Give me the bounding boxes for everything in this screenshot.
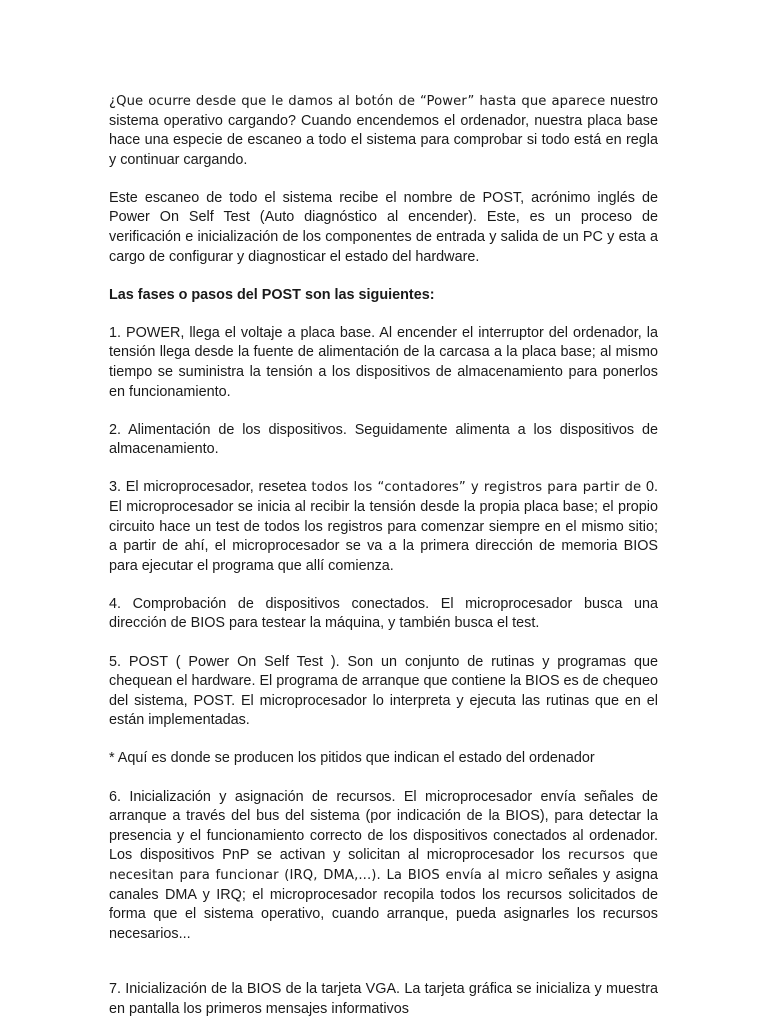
document-body [109, 92, 658, 1019]
step-3-paragraph [109, 478, 658, 576]
step-6-text-start: 6. Inicialización y asignación de recursos. El microprocesador envía señales de arranque a través del bus del sistema (por indicación de la BIOS), para detectar la presencia y el funcionamiento correcto de los dispositivos conectados al ordenador. Los dispositivos PnP se activan y solicitan al microprocesador los [109, 788, 658, 864]
step-1-paragraph: 1. POWER, llega el voltaje a placa base. Al encender el interruptor del ordenador, la tensión llega desde la fuente de alimentación de la carcasa a la placa base; al mismo tiempo se suministra la tensión a los dispositivos de almacenamiento para ponerlos en funcionamiento. [109, 324, 658, 400]
step-3-text-alt: todos los “contadores” y registros para partir de [311, 480, 642, 496]
intro-paragraph [109, 92, 658, 170]
intro-question-line: ¿Que ocurre desde que le damos al botón de “Power” hasta que aparece [109, 94, 606, 109]
intro-question-rest: nuestro sistema operativo cargando? Cuando encendemos el ordenador, nuestra placa base hace una especie de escaneo a todo el sistema para comprobar si todo está en regla y continuar cargando. [109, 93, 658, 168]
step-6-paragraph [109, 788, 658, 945]
step-5-paragraph: 5. POST ( Power On Self Test ). Son un conjunto de rutinas y programas que chequean el hardware. El programa de arranque que contiene la BIOS es de chequeo del sistema, POST. El microprocesador lo interpreta y ejecuta las rutinas que en el están implementadas. [109, 653, 658, 729]
step-6-text-end: señales y asigna canales DMA y IRQ; el microprocesador recopila todos los recursos solicitados de forma que el sistema operativo, cuando arranque, pueda asignarles los recursos necesarios... [109, 866, 659, 942]
post-definition-paragraph: Este escaneo de todo el sistema recibe el nombre de POST, acrónimo inglés de Power On Self Test (Auto diagnóstico al encender). Este, es un proceso de verificación e inicialización de los componentes de entrada y salida de un PC y esta a cargo de configurar y diagnosticar el estado del hardware. [109, 189, 658, 265]
beep-note-paragraph: * Aquí es donde se producen los pitidos que indican el estado del ordenador [109, 750, 595, 767]
step-6-text-alt: recursos que necesitan para funcionar (IRQ, DMA,...). La BIOS envía al micro [109, 848, 658, 883]
step-7-paragraph: 7. Inicialización de la BIOS de la tarjeta VGA. La tarjeta gráfica se inicializa y muestra en pantalla los primeros mensajes informativos [109, 981, 658, 1017]
step-2-paragraph: 2. Alimentación de los dispositivos. Seguidamente alimenta a los dispositivos de almacenamiento. [109, 421, 658, 458]
phases-heading: Las fases o pasos del POST son las siguientes: [109, 286, 435, 303]
step-3-text-end: 0. El microprocesador se inicia al recibir la tensión desde la propia placa base; el propio circuito hace un test de todos los registros para comenzar siempre en el mismo sitio; a partir de ahí, el microprocesador se va a la primera dirección de memoria BIOS para ejecutar el programa que allí comienza. [109, 479, 659, 574]
step-3-text-start: 3. El microprocesador, resetea [109, 479, 312, 496]
step-4-paragraph: 4. Comprobación de dispositivos conectados. El microprocesador busca una dirección de BIOS para testear la máquina, y también busca el test. [109, 595, 658, 632]
